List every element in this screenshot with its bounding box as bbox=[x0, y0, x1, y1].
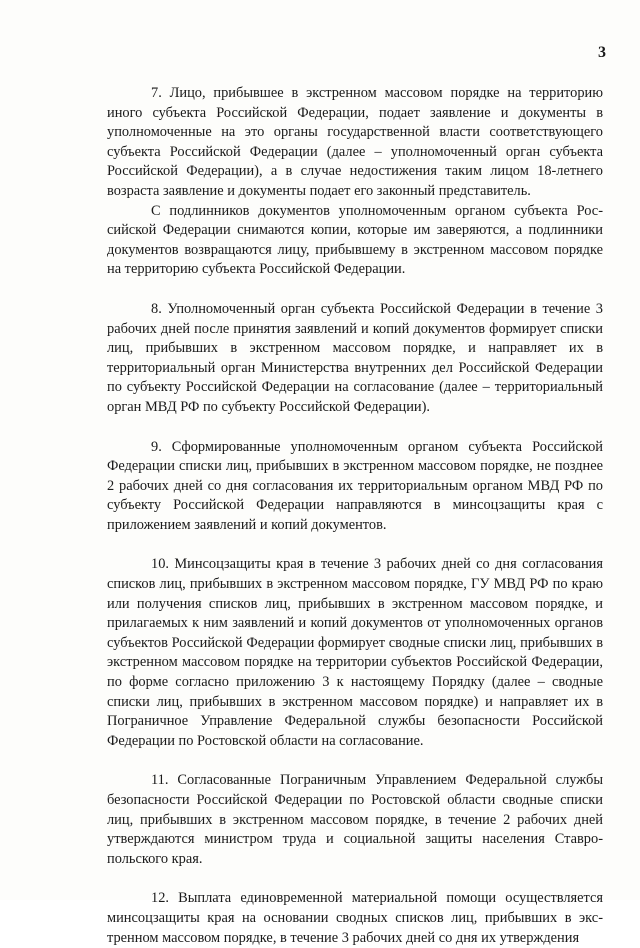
paragraph-10: 10. Минсоцзащиты края в течение 3 рабочих дней со дня согласования списков лиц, прибывших в экстренном массовом порядке, ГУ МВД РФ по краю или получения списков лиц, прибывших в экстренном массовом порядке, и прилагаемых к ним заявлений и копий документов от уполномоченных органов субъектов Российской Федерации формирует сводные списки лиц, прибывших в экстренном массовом порядке на территории субъектов Российской Федерации, по форме согласно приложению 3 к настоящему Порядку (далее – сводные списки лиц, прибывших в экстренном массовом порядке) и направляет их в Пограничное Управление Федеральной службы безопасности Российской Федерации по Ростовской области на согласование. bbox=[107, 556, 603, 749]
page-number: 3 bbox=[598, 44, 606, 61]
paragraph-12: 12. Выплата единовременной материальной помощи осуществляется минсоцзащиты края на основании сводных списков лиц, прибывших в экстренном массовом порядке, в течение 3 рабочих дней со дня их утверждения bbox=[107, 890, 603, 946]
paragraph-11: 11. Согласованные Пограничным Управлением Федеральной службы безопасности Российской Федерации по Ростовской области сводные списки лиц, прибывших в экстренном массовом порядке, в течение 2 рабочих дней утверждаются министром труда и социальной защиты населения Ставропольского края. bbox=[107, 772, 603, 867]
paragraph-7-continued: С подлинников документов уполномоченным органом субъекта Российской Федерации снимаются копии, которые им заверяются, а подлинники документов возвращаются лицу, прибывшему в экстренном массовом порядке на территорию субъекта Российской Федерации. bbox=[107, 202, 603, 278]
paragraph-8: 8. Уполномоченный орган субъекта Российской Федерации в течение 3 рабочих дней после принятия заявлений и копий документов формирует списки лиц, прибывших в экстренном массовом порядке, и направляет их в территориальный орган Министерства внутренних дел Российской Федерации по субъекту Российской Федерации на согласование (далее – территориальный орган МВД РФ по субъекту Российской Федерации). bbox=[107, 300, 603, 415]
paragraph-7: 7. Лицо, прибывшее в экстренном массовом порядке на территорию иного субъекта Российской Федерации, подает заявление и документы в уполномоченные на это органы государственной власти соответствующего субъекта Российской Федерации (далее – уполномоченный орган субъекта Российской Федерации), а в случае недостижения таким лицом 18-летнего возраста заявление и документы подает его законный представитель. bbox=[107, 85, 603, 199]
paragraph-9: 9. Сформированные уполномоченным органом субъекта Российской Федерации списки лиц, прибывших в экстренном массовом порядке, не позднее 2 рабочих дней со дня согласования их территориальным органом МВД РФ по субъекту Российской Федерации направляются в минсоцзащиты края с приложением заявлений и копий документов. bbox=[107, 438, 603, 533]
document-body bbox=[107, 84, 603, 948]
